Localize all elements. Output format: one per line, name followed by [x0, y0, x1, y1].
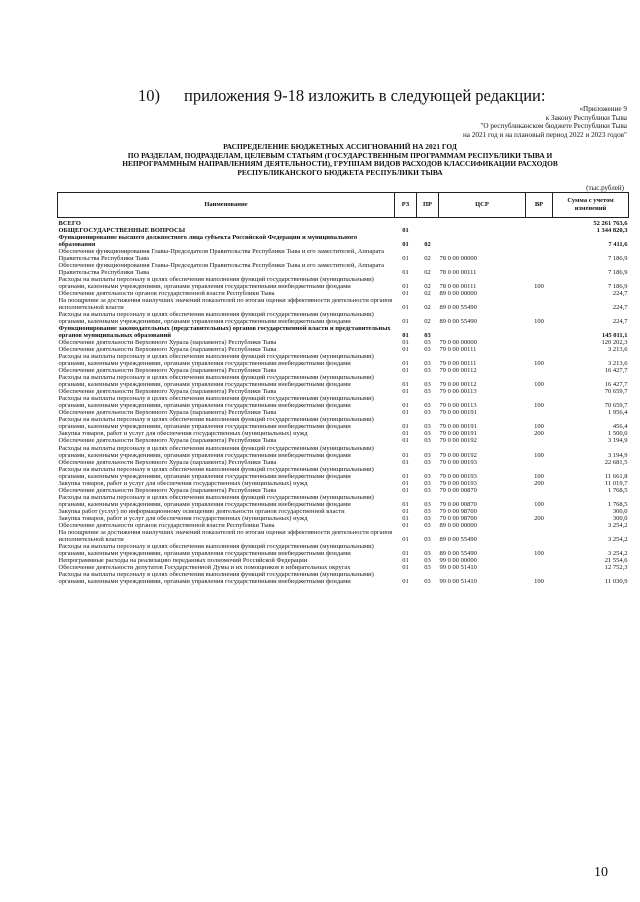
cell-csr: 99 0 00 51410 — [439, 563, 477, 571]
header-name: Наименование — [58, 193, 395, 218]
header-vr: ВР — [526, 193, 553, 218]
header-pr: ПР — [417, 193, 439, 218]
cell-pr — [417, 227, 439, 234]
cell-rz: 01 — [402, 472, 409, 480]
cell-vr: 100 — [534, 423, 544, 431]
cell-sum: 7 186,9 — [608, 255, 628, 263]
table-row — [58, 311, 629, 325]
cell-name: Закупка работ (услуг) по информационному освещению деятельности органов государственной власти — [58, 507, 345, 515]
cell-sum: 11 019,7 — [604, 479, 628, 487]
cell-vr: 100 — [534, 500, 544, 508]
cell-pr: 03 — [424, 479, 431, 487]
cell-sum: 300,0 — [612, 507, 628, 515]
cell-vr — [526, 297, 553, 311]
cell-csr: 99 0 00 00000 — [439, 556, 477, 564]
cell-vr: 200 — [534, 479, 544, 487]
cell-pr: 03 — [424, 437, 431, 445]
cell-csr: 89 0 00 55490 — [439, 549, 477, 557]
title-line: РАСПРЕДЕЛЕНИЕ БЮДЖЕТНЫХ АССИГНОВАНИЙ НА 2021 ГОД — [223, 142, 457, 151]
cell-pr: 02 — [424, 241, 431, 249]
table-row — [58, 227, 629, 234]
table-row — [58, 543, 629, 557]
cell-vr: 200 — [534, 514, 544, 522]
cell-csr: 79 0 00 00191 — [439, 409, 477, 417]
cell-pr: 03 — [424, 514, 431, 522]
cell-pr: 03 — [424, 423, 431, 431]
cell-rz: 01 — [402, 388, 409, 396]
cell-vr — [526, 557, 553, 564]
cell-pr: 03 — [424, 346, 431, 354]
cell-sum: 224,7 — [612, 290, 628, 298]
cell-name: Расходы на выплаты персоналу в целях обеспечения выполнения функций государственными (муниципальными) органами, казенными учреждениями, органами управления государственными внебюджетными фондами — [58, 353, 374, 368]
cell-csr — [439, 227, 526, 234]
cell-rz: 01 — [402, 423, 409, 431]
table-row — [58, 388, 629, 395]
table-row — [58, 557, 629, 564]
cell-vr — [526, 290, 553, 297]
cell-csr: 89 0 00 55490 — [439, 535, 477, 543]
cell-vr: 100 — [534, 472, 544, 480]
cell-vr — [526, 437, 553, 444]
table-row — [58, 374, 629, 388]
table-body — [58, 218, 629, 585]
cell-rz: 01 — [402, 283, 409, 291]
table-row — [58, 395, 629, 409]
cell-name: Расходы на выплаты персоналу в целях обеспечения выполнения функций государственными (муниципальными) органами, казенными учреждениями, органами управления государственными внебюджетными фондами — [58, 444, 374, 459]
cell-pr: 03 — [424, 577, 431, 585]
cell-sum: 70 659,7 — [604, 388, 628, 396]
cell-sum: 145 011,1 — [601, 332, 628, 340]
cell-pr: 03 — [424, 486, 431, 494]
cell-vr: 100 — [534, 360, 544, 368]
cell-name: Расходы на выплаты персоналу в целях обеспечения выполнения функций государственными (муниципальными) органами, казенными учреждениями, органами управления государственными внебюджетными фондами — [58, 311, 374, 326]
cell-csr: 79 0 00 00111 — [439, 346, 477, 354]
cell-rz: 01 — [402, 514, 409, 522]
cell-name: Расходы на выплаты персоналу в целях обеспечения выполнения функций государственными (муниципальными) органами, казенными учреждениями, органами управления государственными внебюджетными фондами — [58, 493, 374, 508]
cell-csr: 79 0 00 00193 — [439, 479, 477, 487]
table-row — [58, 529, 629, 543]
amendment-heading — [138, 86, 545, 106]
cell-sum: 11 661,8 — [604, 472, 628, 480]
cell-vr — [526, 227, 553, 234]
cell-csr: 89 0 00 00000 — [439, 290, 477, 298]
cell-sum: 22 681,5 — [604, 458, 628, 466]
cell-pr: 03 — [424, 500, 431, 508]
cell-sum: 224,7 — [612, 318, 628, 326]
cell-vr — [526, 346, 553, 353]
cell-csr: 79 0 00 00870 — [439, 486, 477, 494]
cell-rz: 01 — [402, 304, 409, 312]
cell-sum: 16 427,7 — [604, 381, 628, 389]
cell-sum: 3 194,9 — [608, 451, 628, 459]
cell-sum: 3 254,2 — [608, 521, 628, 529]
table-row — [58, 487, 629, 494]
title-line: РЕСПУБЛИКАНСКОГО БЮДЖЕТА РЕСПУБЛИКИ ТЫВА — [237, 167, 443, 177]
cell-rz: 01 — [402, 269, 409, 277]
cell-pr: 03 — [424, 507, 431, 515]
cell-name: Функционирование высшего должностного лица субъекта Российской Федерации и муниципального образования — [58, 234, 358, 249]
cell-pr: 03 — [424, 339, 431, 347]
cell-pr: 02 — [424, 290, 431, 298]
cell-csr: 79 0 00 00870 — [439, 500, 477, 508]
annex-line: на 2021 год и на плановый период 2022 и 2023 годов" — [462, 130, 627, 139]
cell-vr — [526, 529, 553, 543]
cell-rz: 01 — [402, 227, 409, 235]
cell-name: Обеспечение деятельности Верховного Хурала (парламента) Республики Тыва — [58, 486, 277, 494]
cell-pr: 02 — [424, 283, 431, 291]
cell-name: Расходы на выплаты персоналу в целях обеспечения выполнения функций государственными (муниципальными) органами, казенными учреждениями, органами управления государственными внебюджетными фондами — [58, 416, 374, 431]
cell-vr — [526, 388, 553, 395]
cell-name: ВСЕГО — [58, 220, 81, 227]
cell-pr: 03 — [424, 535, 431, 543]
cell-pr: 03 — [424, 332, 431, 340]
cell-name: Обеспечение деятельности органов государственной власти Республики Тыва — [58, 521, 275, 529]
cell-rz: 01 — [402, 402, 409, 410]
cell-sum: 70 659,7 — [604, 402, 628, 410]
cell-name: Закупка товаров, работ и услуг для обеспечения государственных (муниципальных) нужд — [58, 514, 308, 522]
header-rz: РЗ — [395, 193, 417, 218]
cell-name: Обеспечение деятельности Верховного Хурала (парламента) Республики Тыва — [58, 409, 277, 417]
cell-pr: 03 — [424, 409, 431, 417]
cell-pr: 03 — [424, 563, 431, 571]
cell-vr: 200 — [534, 430, 544, 438]
cell-rz: 01 — [402, 409, 409, 417]
cell-pr: 03 — [424, 360, 431, 368]
cell-rz: 01 — [402, 290, 409, 298]
title-line: НЕПРОГРАММНЫМ НАПРАВЛЕНИЯМ ДЕЯТЕЛЬНОСТИ), ГРУППАМ ВИДОВ РАСХОДОВ КЛАССИФИКАЦИИ РАСХОДОВ — [122, 159, 558, 169]
document-title — [60, 143, 620, 177]
header-sum: Сумма с учетом изменений — [553, 193, 629, 218]
table-row — [58, 571, 629, 585]
cell-rz: 01 — [402, 521, 409, 529]
cell-rz: 01 — [402, 563, 409, 571]
cell-name: Закупка товаров, работ и услуг для обеспечения государственных (муниципальных) нужд — [58, 479, 308, 487]
cell-name: ОБЩЕГОСУДАРСТВЕННЫЕ ВОПРОСЫ — [58, 227, 186, 235]
cell-rz: 01 — [402, 479, 409, 487]
cell-name: Функционирование законодательных (представительных) органов государственной власти и представительных органов муниципальных образований — [58, 325, 391, 340]
table-row — [58, 290, 629, 297]
cell-vr — [526, 248, 553, 262]
cell-rz: 01 — [402, 255, 409, 263]
cell-csr: 89 0 00 00000 — [439, 521, 477, 529]
cell-pr: 03 — [424, 556, 431, 564]
cell-pr: 03 — [424, 388, 431, 396]
cell-name: Обеспечение функционирования Главы-Председателя Правительства Республики Тыва и его заместителей, Аппарата Правительства Республики Тыва — [58, 248, 384, 263]
cell-pr: 03 — [424, 381, 431, 389]
cell-rz: 01 — [402, 339, 409, 347]
cell-pr: 03 — [424, 521, 431, 529]
cell-name: Расходы на выплаты персоналу в целях обеспечения выполнения функций государственными (муниципальными) органами, казенными учреждениями, органами управления государственными внебюджетными фондами — [58, 276, 374, 291]
cell-rz: 01 — [402, 458, 409, 466]
cell-csr: 79 0 00 00113 — [439, 402, 477, 410]
cell-csr: 89 0 00 55490 — [439, 318, 477, 326]
cell-name: Обеспечение деятельности органов государственной власти Республики Тыва — [58, 290, 275, 298]
table-row — [58, 346, 629, 353]
table-row — [58, 494, 629, 508]
cell-csr: 78 0 00 00111 — [439, 283, 477, 291]
cell-name: Расходы на выплаты персоналу в целях обеспечения выполнения функций государственными (муниципальными) органами, казенными учреждениями, органами управления государственными внебюджетными фондами — [58, 465, 374, 480]
cell-name: Обеспечение деятельности Верховного Хурала (парламента) Республики Тыва — [58, 458, 277, 466]
cell-rz: 01 — [402, 241, 409, 249]
table-row — [58, 515, 629, 522]
annex-line: "О республиканском бюджете Республики Тыва — [480, 122, 627, 131]
cell-csr: 79 0 00 00191 — [439, 430, 477, 438]
cell-vr: 100 — [534, 577, 544, 585]
cell-csr: 78 0 00 00111 — [439, 269, 477, 277]
annex-line: «Приложение 9 — [579, 105, 627, 113]
units-label: (тыс.рублей) — [586, 184, 624, 192]
cell-pr: 03 — [424, 549, 431, 557]
cell-rz: 01 — [402, 318, 409, 326]
cell-vr — [526, 367, 553, 374]
cell-name: Обеспечение деятельности Верховного Хурала (парламента) Республики Тыва — [58, 437, 277, 445]
cell-vr — [526, 218, 553, 228]
cell-pr: 02 — [424, 304, 431, 312]
cell-pr: 03 — [424, 472, 431, 480]
amendment-text: приложения 9-18 изложить в следующей редакции: — [184, 86, 546, 105]
cell-pr: 03 — [424, 430, 431, 438]
cell-rz: 01 — [402, 346, 409, 354]
cell-rz: 01 — [402, 451, 409, 459]
cell-vr: 100 — [534, 381, 544, 389]
table-row — [58, 262, 629, 276]
table-row — [58, 353, 629, 367]
amendment-number: 10) — [138, 86, 160, 105]
cell-name: Обеспечение деятельности депутатов Государственной Думы и их помощников в избирательных округах — [58, 563, 351, 571]
cell-csr: 79 0 00 98700 — [439, 514, 477, 522]
cell-rz: 01 — [402, 486, 409, 494]
cell-csr: 79 0 00 00000 — [439, 339, 477, 347]
cell-sum: 21 554,6 — [604, 556, 628, 564]
cell-vr — [526, 262, 553, 276]
cell-rz: 01 — [402, 500, 409, 508]
cell-name: Непрограммные расходы на реализацию переданных полномочий Российской Федерации — [58, 556, 308, 564]
cell-rz: 01 — [402, 332, 409, 340]
cell-name: Расходы на выплаты персоналу в целях обеспечения выполнения функций государственными (муниципальными) органами, казенными учреждениями, органами управления государственными внебюджетными фондами — [58, 570, 374, 585]
cell-rz: 01 — [402, 437, 409, 445]
cell-sum: 7 186,9 — [608, 269, 628, 277]
header-csr: ЦСР — [439, 193, 526, 218]
cell-pr: 02 — [424, 255, 431, 263]
table-row — [58, 234, 629, 248]
cell-sum: 7 186,9 — [608, 283, 628, 291]
table-row — [58, 416, 629, 430]
cell-pr: 03 — [424, 367, 431, 375]
cell-name: Обеспечение деятельности Верховного Хурала (парламента) Республики Тыва — [58, 339, 277, 347]
cell-rz: 01 — [402, 430, 409, 438]
cell-sum: 1 768,5 — [608, 486, 628, 494]
cell-rz: 01 — [402, 507, 409, 515]
cell-csr: 79 0 00 00112 — [439, 381, 477, 389]
table-row — [58, 276, 629, 290]
cell-csr: 79 0 00 00193 — [439, 472, 477, 480]
table-row — [58, 339, 629, 346]
cell-sum: 16 427,7 — [604, 367, 628, 375]
cell-sum: 3 254,2 — [608, 549, 628, 557]
cell-vr — [526, 522, 553, 529]
cell-sum: 300,0 — [612, 514, 628, 522]
cell-vr: 100 — [534, 283, 544, 291]
cell-csr: 79 0 00 00191 — [439, 423, 477, 431]
cell-vr — [526, 234, 553, 248]
cell-pr: 03 — [424, 458, 431, 466]
cell-rz: 01 — [402, 381, 409, 389]
cell-csr — [439, 325, 526, 339]
cell-name: Обеспечение деятельности Верховного Хурала (парламента) Республики Тыва — [58, 346, 277, 354]
cell-name: Расходы на выплаты персоналу в целях обеспечения выполнения функций государственными (муниципальными) органами, казенными учреждениями, органами управления государственными внебюджетными фондами — [58, 395, 374, 410]
table-row — [58, 367, 629, 374]
annex-reference — [463, 105, 627, 139]
cell-csr: 79 0 00 00112 — [439, 367, 477, 375]
table-row — [58, 522, 629, 529]
cell-sum: 1 768,5 — [608, 500, 628, 508]
cell-vr: 100 — [534, 451, 544, 459]
cell-csr: 99 0 00 51410 — [439, 577, 477, 585]
cell-sum: 3 213,6 — [608, 346, 628, 354]
cell-pr: 02 — [424, 269, 431, 277]
cell-vr — [526, 339, 553, 346]
cell-rz: 01 — [402, 556, 409, 564]
cell-name: На поощрение за достижения наилучших значений показателей по итогам оценки эффективности деятельности органов исполнительной власти — [58, 528, 393, 543]
cell-name: Расходы на выплаты персоналу в целях обеспечения выполнения функций государственными (муниципальными) органами, казенными учреждениями, органами управления государственными внебюджетными фондами — [58, 374, 374, 389]
cell-csr: 79 0 00 00113 — [439, 388, 477, 396]
cell-vr: 100 — [534, 318, 544, 326]
cell-vr — [526, 325, 553, 339]
cell-rz — [395, 218, 417, 228]
cell-csr: 79 0 00 00193 — [439, 458, 477, 466]
cell-csr: 79 0 00 98700 — [439, 507, 477, 515]
cell-csr: 89 0 00 55490 — [439, 304, 477, 312]
cell-sum: 52 261 763,6 — [593, 220, 628, 227]
table-row — [58, 466, 629, 480]
cell-sum: 1 500,0 — [608, 430, 628, 438]
table-row — [58, 248, 629, 262]
cell-vr — [526, 564, 553, 571]
cell-csr: 79 0 00 00192 — [439, 451, 477, 459]
table-header-row — [58, 193, 629, 218]
title-line: ПО РАЗДЕЛАМ, ПОДРАЗДЕЛАМ, ЦЕЛЕВЫМ СТАТЬЯМ (ГОСУДАРСТВЕННЫМ ПРОГРАММАМ РЕСПУБЛИКИ ТЫВА И — [127, 150, 553, 160]
cell-csr: 79 0 00 00192 — [439, 437, 477, 445]
table-row — [58, 445, 629, 459]
table-row — [58, 218, 629, 228]
table-row — [58, 430, 629, 437]
cell-vr — [526, 508, 553, 515]
cell-csr — [439, 234, 526, 248]
cell-pr: 03 — [424, 451, 431, 459]
table-row — [58, 564, 629, 571]
cell-csr — [439, 218, 526, 228]
cell-vr — [526, 459, 553, 466]
cell-name: Обеспечение деятельности Верховного Хурала (парламента) Республики Тыва — [58, 367, 277, 375]
cell-sum: 12 752,3 — [604, 563, 628, 571]
cell-vr: 100 — [534, 402, 544, 410]
cell-rz: 01 — [402, 360, 409, 368]
cell-rz: 01 — [402, 367, 409, 375]
cell-vr: 100 — [534, 549, 544, 557]
table-row — [58, 480, 629, 487]
cell-sum: 3 254,2 — [608, 535, 628, 543]
cell-sum: 1 956,4 — [608, 409, 628, 417]
table-row — [58, 297, 629, 311]
cell-sum: 11 030,9 — [604, 577, 628, 585]
cell-sum: 224,7 — [612, 304, 628, 312]
cell-sum: 3 213,6 — [608, 360, 628, 368]
table-row — [58, 437, 629, 444]
cell-sum: 1 344 820,3 — [596, 227, 628, 235]
cell-vr — [526, 409, 553, 416]
cell-pr — [417, 218, 439, 228]
cell-sum: 456,4 — [612, 423, 628, 431]
cell-name: Обеспечение деятельности Верховного Хурала (парламента) Республики Тыва — [58, 388, 277, 396]
cell-csr: 78 0 00 00000 — [439, 255, 477, 263]
table-row — [58, 325, 629, 339]
page-number: 10 — [594, 865, 608, 880]
cell-pr: 02 — [424, 318, 431, 326]
cell-sum: 120 202,3 — [601, 339, 628, 347]
cell-name: Обеспечение функционирования Главы-Председателя Правительства Республики Тыва и его заместителей, Аппарата Правительства Республики Тыва — [58, 262, 384, 277]
cell-rz: 01 — [402, 549, 409, 557]
cell-name: Расходы на выплаты персоналу в целях обеспечения выполнения функций государственными (муниципальными) органами, казенными учреждениями, органами управления государственными внебюджетными фондами — [58, 542, 374, 557]
cell-rz: 01 — [402, 535, 409, 543]
cell-name: Закупка товаров, работ и услуг для обеспечения государственных (муниципальных) нужд — [58, 430, 308, 438]
budget-table — [57, 192, 629, 585]
annex-line: к Закону Республики Тыва — [545, 113, 627, 122]
cell-sum: 7 411,6 — [608, 241, 628, 249]
cell-pr: 03 — [424, 402, 431, 410]
cell-name: На поощрение за достижения наилучших значений показателей по итогам оценки эффективности деятельности органов исполнительной власти — [58, 297, 393, 312]
cell-sum: 3 194,9 — [608, 437, 628, 445]
table-row — [58, 459, 629, 466]
cell-csr: 79 0 00 00111 — [439, 360, 477, 368]
table-row — [58, 508, 629, 515]
table-row — [58, 409, 629, 416]
cell-rz: 01 — [402, 577, 409, 585]
cell-vr — [526, 487, 553, 494]
